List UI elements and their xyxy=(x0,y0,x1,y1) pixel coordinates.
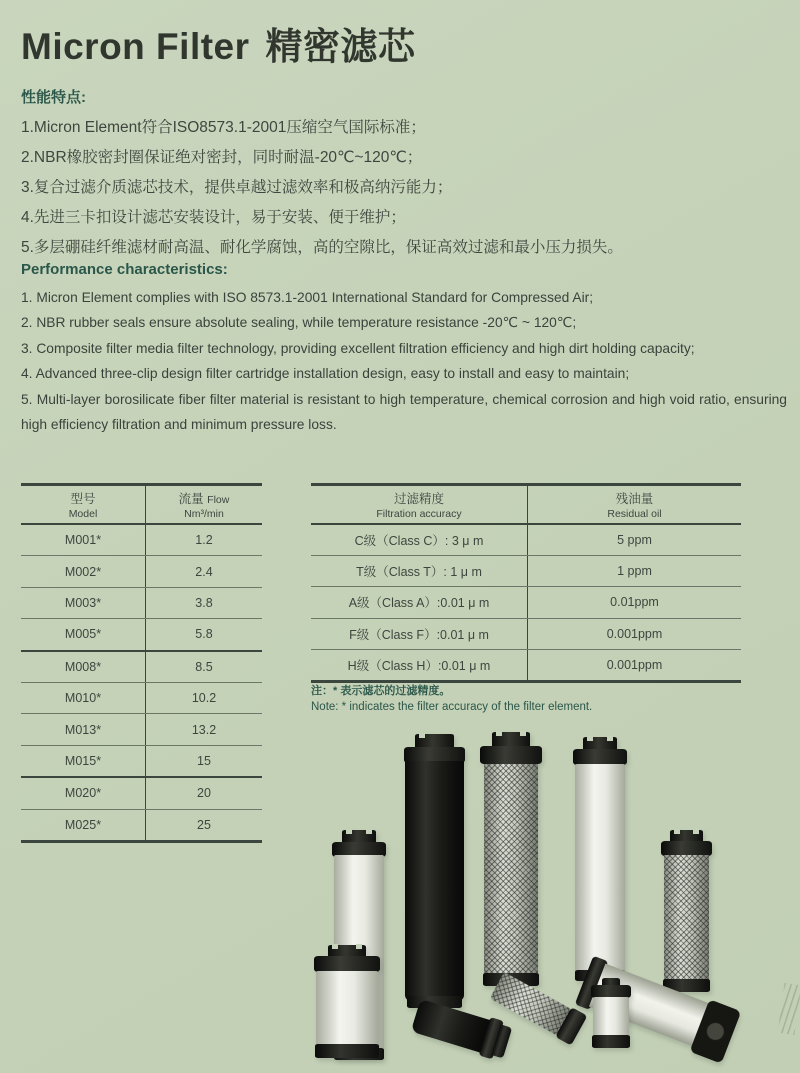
feature-item-zh: 4.先进三卡扣设计滤芯安装设计，易于安装、便于维护； xyxy=(21,209,406,226)
flow-table-row: M005* 5.8 xyxy=(21,619,262,651)
flow-table-header xyxy=(21,486,262,525)
faint-watermark xyxy=(778,983,800,1035)
accuracy-table-row: F级（Class F）:0.01 μ m 0.001ppm xyxy=(311,619,741,650)
filter-cartridge-black-tall xyxy=(405,734,464,1011)
feature-item-en: 1. Micron Element complies with ISO 8573.1-2001 International Standard for Compressed Air; xyxy=(21,290,594,305)
feature-item-en: 4. Advanced three-clip design filter cartridge installation design, easy to install and easy to maintain; xyxy=(21,366,630,382)
feature-item-zh: 3.复合过滤介质滤芯技术，提供卓越过滤效率和极高纳污能力； xyxy=(21,179,453,196)
accuracy-table-header xyxy=(311,486,741,525)
page-title xyxy=(21,16,416,70)
flow-table-row: M015* 15 xyxy=(21,746,262,778)
features-heading-zh: 性能特点: xyxy=(21,89,86,106)
flow-table-header-flow: 流量 Flow Nm³/min xyxy=(178,492,230,520)
accuracy-table-header-residual: 残油量 Residual oil xyxy=(607,492,662,520)
flow-table xyxy=(21,483,262,843)
feature-item-en: 2. NBR rubber seals ensure absolute sealing, while temperature resistance -20℃ ~ 120℃; xyxy=(21,315,577,331)
filter-cartridge-mesh-tall xyxy=(483,732,539,988)
accuracy-table-row: H级（Class H）:0.01 μ m 0.001ppm xyxy=(311,650,741,680)
flow-table-row: M013* 13.2 xyxy=(21,714,262,745)
filter-cartridge-mesh-medium xyxy=(663,830,710,993)
feature-item-en: 3. Composite filter media filter technology, providing excellent filtration efficiency and high dirt holding capacity; xyxy=(21,340,695,356)
filter-cartridge-white-mini xyxy=(592,978,630,1054)
feature-item-zh: 5.多层硼硅纤维滤材耐高温、耐化学腐蚀，高的空隙比，保证高效过滤和最小压力损失。 xyxy=(21,239,623,256)
features-section-en xyxy=(21,261,787,437)
accuracy-table xyxy=(311,483,741,683)
flow-table-row: M010* 10.2 xyxy=(21,683,262,714)
features-section-zh xyxy=(21,86,786,263)
flow-table-row: M008* 8.5 xyxy=(21,652,262,683)
filter-cartridge-white-small xyxy=(316,945,378,1060)
accuracy-table-header-accuracy: 过滤精度 Filtration accuracy xyxy=(311,486,528,523)
accuracy-table-row: C级（Class C）: 3 μ m 5 ppm xyxy=(311,525,741,556)
page-title-zh: 精密滤芯 xyxy=(265,26,416,67)
feature-item-zh: 1.Micron Element符合ISO8573.1-2001压缩空气国际标准； xyxy=(21,119,426,136)
table-note-zh: 注：* 表示滤芯的过滤精度。 xyxy=(311,685,451,697)
flow-table-header-model: 型号 Model xyxy=(21,486,146,523)
accuracy-table-row: T级（Class T）: 1 μ m 1 ppm xyxy=(311,556,741,587)
features-heading-en: Performance characteristics: xyxy=(21,261,228,278)
flow-table-row: M002* 2.4 xyxy=(21,556,262,587)
filter-cartridge-white-tall xyxy=(575,737,625,985)
table-note-en: Note: * indicates the filter accuracy of the filter element. xyxy=(311,701,593,713)
table-note xyxy=(311,683,592,716)
page-title-en: Micron Filter xyxy=(21,26,250,67)
feature-item-en: 5. Multi-layer borosilicate fiber filter material is resistant to high temperature, chemical corrosion and high void ratio, ensuring high efficiency filtration and minimum pressure loss. xyxy=(21,391,787,433)
flow-table-row: M001* 1.2 xyxy=(21,525,262,556)
feature-item-zh: 2.NBR橡胶密封圈保证绝对密封，同时耐温-20℃~120℃； xyxy=(21,149,423,166)
flow-table-row: M025* 25 xyxy=(21,810,262,840)
flow-table-row: M003* 3.8 xyxy=(21,588,262,619)
accuracy-table-row: A级（Class A）:0.01 μ m 0.01ppm xyxy=(311,587,741,618)
flow-table-row: M020* 20 xyxy=(21,778,262,809)
